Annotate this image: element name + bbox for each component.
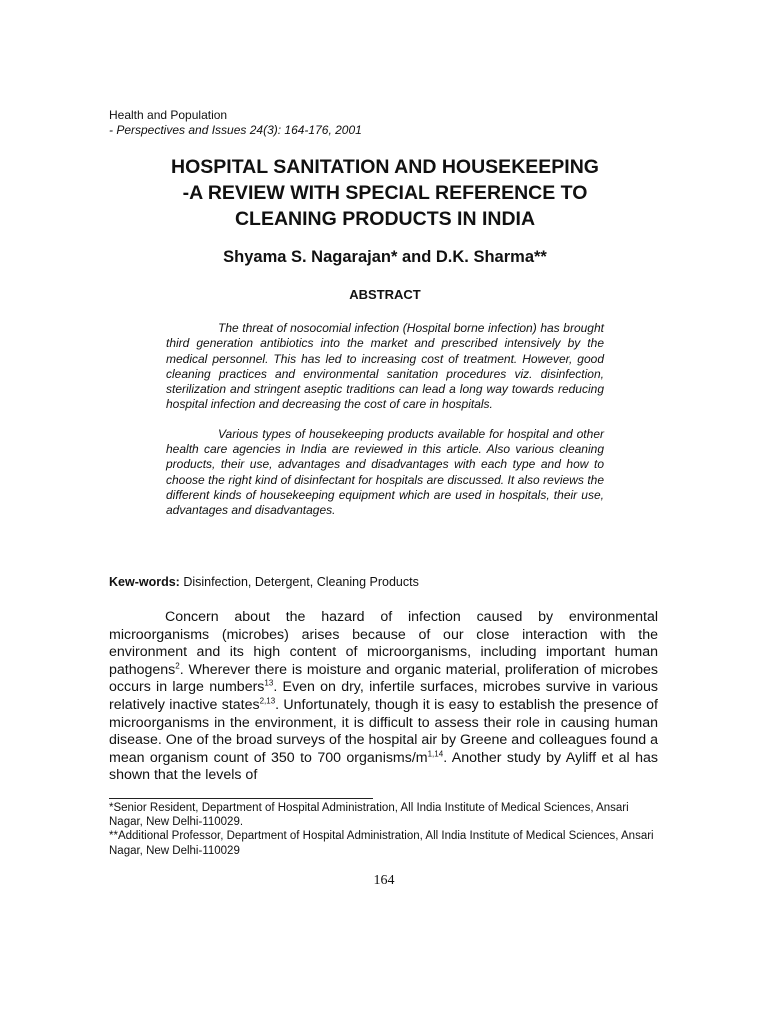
body-text-segment: . Even on dry, infertile surfaces, microbes survive in various relatively inactive states: [109, 679, 658, 713]
footnotes: [109, 801, 658, 858]
body-text: [109, 609, 658, 785]
title-line-3: CLEANING PRODUCTS IN INDIA: [234, 208, 536, 230]
abstract-paragraph-2: Various types of housekeeping products available for hospital and other health care agencies in India are reviewed in this article. Also various cleaning products, their use, advantages and disadvantages with each type and how to choose the right kind of disinfectant for hospitals are discussed. It also reviews the different kinds of housekeeping equipment which are used in hospitals, their use, advantages and disadvantages.: [166, 426, 604, 518]
title-line-2: -A REVIEW WITH SPECIAL REFERENCE TO: [182, 182, 588, 204]
body-text-segment: . Another study by Ayliff et al has shown that the levels of: [109, 749, 658, 784]
abstract-heading: ABSTRACT: [349, 287, 421, 302]
journal-citation: - Perspectives and Issues 24(3): 164-176, 2001: [109, 123, 362, 137]
journal-header: [109, 108, 362, 138]
abstract-paragraph-1: The threat of nosocomial infection (Hospital borne infection) has brought third generation antibiotics into the market and prescribed intensively by the medical personnel. This has led to increasing cost of treatment. However, good cleaning practices and environmental sanitation procedures viz. disinfection, sterilization and stringent aseptic traditions can lead a long way towards reducing hospital infection and decreasing the cost of care in hospitals.: [166, 321, 604, 412]
keywords-list: Disinfection, Detergent, Cleaning Products: [179, 575, 419, 589]
body-text-segment: . Unfortunately, though it is easy to establish the presence of microorganisms in the environment, it is difficult to assess their role in causing human disease. One of the broad surveys of the hospital air by Greene and colleagues found a mean organism count of 350 to 700 organisms/m: [109, 696, 658, 766]
citation-ref: 2: [175, 661, 180, 671]
body-text-segment: . Wherever there is moisture and organic material, proliferation of microbes occurs in large numbers: [109, 661, 658, 696]
citation-ref: 1,14: [427, 749, 444, 759]
keywords: [109, 574, 419, 590]
keywords-label: Kew-words:: [109, 575, 180, 589]
journal-name: Health and Population: [109, 108, 228, 122]
body-paragraph: [109, 609, 658, 785]
page-number: 164: [373, 873, 395, 888]
footnote-2: **Additional Professor, Department of Hospital Administration, All India Institute of Medical Sciences, Ansari Nagar, New Delhi-110029: [109, 830, 654, 857]
body-text-segment: Concern about the hazard of infection caused by environmental microorganisms (microbes) arises because of our close interaction with the environment and its high content of microorganisms, including important human pathogens: [109, 609, 658, 678]
citation-ref: 13: [264, 678, 274, 688]
footnote-divider: [109, 798, 373, 799]
abstract: [166, 321, 604, 533]
paper-title: [90, 154, 680, 232]
authors: Shyama S. Nagarajan* and D.K. Sharma**: [223, 248, 547, 266]
title-line-1: HOSPITAL SANITATION AND HOUSEKEEPING: [171, 156, 599, 178]
citation-ref: 2,13: [259, 696, 276, 706]
footnote-1: *Senior Resident, Department of Hospital Administration, All India Institute of Medical Sciences, Ansari Nagar, New Delhi-110029.: [109, 802, 629, 829]
